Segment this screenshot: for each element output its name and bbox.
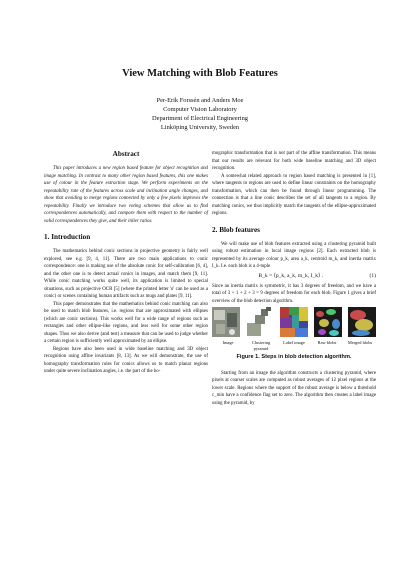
figure-1-images bbox=[212, 307, 376, 337]
equation: B_k = ⟨p_k, a_k, m_k, I_k⟩ . bbox=[258, 272, 324, 279]
blob-paragraph-2: Since an inertia matrix is symmetric, it has 3 degrees of freedom, and we have a total of 3 + 1 + 2 + 3 = 9 degrees of freedom for each blob. Figure 1 gives a brief overview of the blob detection algorithm. bbox=[212, 283, 376, 304]
figure-1-caption: Figure 1. Steps in blob detection algorithm. bbox=[236, 354, 352, 360]
equation-number: (1) bbox=[369, 272, 376, 279]
figure-1-labels bbox=[212, 340, 376, 352]
label-image-thumbnail bbox=[280, 307, 308, 337]
intro-heading: 1. Introduction bbox=[44, 233, 91, 241]
merged-blobs-thumbnail bbox=[348, 307, 376, 337]
author-dept: Department of Electrical Engineering bbox=[152, 115, 248, 122]
figure-label-clustering-pyramid: Clustering pyramid bbox=[251, 340, 271, 351]
equation-row bbox=[212, 271, 376, 283]
figure-label-raw-blobs: Raw blobs bbox=[317, 340, 337, 345]
paper-title: View Matching with Blob Features bbox=[122, 68, 278, 79]
author-univ: Linköping University, Sweden bbox=[160, 124, 240, 131]
figure-label-merged-blobs: Merged blobs bbox=[347, 340, 373, 345]
blob-paragraph-1: We will make use of blob features extracted using a clustering pyramid built using robust estimation in local image regions [2]. Each extracted blob is represented by its average colour p_k, area a_k, centroid m_k, and inertia matrix I_k. I.e. each blob is a 4-tuple bbox=[212, 241, 376, 269]
abstract-heading: Abstract bbox=[112, 150, 140, 158]
blob-paragraph-3: Starting from an image the algorithm constructs a clustering pyramid, where pixels at coarser scales are computed as robust averages of 12 pixel regions at the lower scale. Regions where the support of the robust average is below a threshold c_min have a confidence flag set to zero. The algorithm then creates a label image using the pyramid, by bbox=[212, 370, 376, 406]
author-block bbox=[0, 96, 400, 132]
author-names: Per-Erik Forssén and Anders Moe bbox=[156, 97, 244, 104]
raw-blobs-thumbnail bbox=[314, 307, 342, 337]
blob-heading: 2. Blob features bbox=[212, 225, 260, 234]
clustering-pyramid-thumbnail bbox=[246, 307, 274, 337]
intro-paragraph-3: Regions have also been used in wide baseline matching and 3D object recognition using affine invariants [8, 13]. As we will demonstrate, the use of homography transformation rules for conics allows us to match planar regions under quite severe inclination angles, i.e. the part of the ho- bbox=[44, 346, 208, 374]
figure-label-label-image: Label image bbox=[283, 340, 305, 345]
right-column bbox=[212, 150, 376, 407]
intro-paragraph-1: The mathematics behind conic sections in projective geometry is fairly well explored, see e.g. [9, 4, 11]. There are two main applications to conic correspondence: one is making use of the absolute conic for self-calibration [6, 4], and the other one is to detect actual conics in images, and match them [9, 11]. While conic matching works quite well, its application is limited to special situations, such as projective OCR [5] (where the printed letter 'o' can be used as a conic) or scenes containing human artifacts such as mugs and plates [9, 11]. bbox=[44, 249, 208, 299]
related-work-paragraph: A somewhat related approach to region based matching is presented in [1], where tangents to regions are used to define linear constraints on the homography transformation, which can then be found through linear programming. The connection is that a line conic describes the set of all tangents to a region. By matching conics, we thus implicitly match the tangents of the ellipse-approximated regions. bbox=[212, 173, 376, 216]
abstract-text: This paper introduces a new region based feature for object recognition and image matching. In contrast to many other region based features, this one makes use of colour in the feature extraction stage. We perform experiments on the repeatability rate of the features across scale and inclination angle changes, and show that avoiding to merge regions connected by only a few pixels improves the repeatability. Finally we introduce two voting schemes that allow us to find correspondences automatically, and compare them with respect to the number of valid correspondences they give, and their inlier ratios. bbox=[44, 166, 208, 224]
figure-label-image: Image bbox=[222, 340, 234, 345]
left-column bbox=[44, 150, 208, 376]
intro-paragraph-2: This paper demonstrates that the mathematics behind conic matching can also be used to match blob features, i.e. regions that are approximated with ellipses (which are conic sections). This works well for a wide range of regions such as rectangles and other ellipse-like regions, and less well for some other region shapes. Thus we also derive (and test) a measure that can be used to judge whether a certain region is sufficiently well approximated by an ellipse. bbox=[44, 301, 208, 344]
input-image-thumbnail bbox=[212, 307, 240, 337]
author-lab: Computer Vision Laboratory bbox=[163, 106, 237, 113]
intro-continued-paragraph: mographic transformation that is not part of the affine transformation. This means that our results are relevant for both wide baseline matching and 3D object recognition. bbox=[212, 151, 376, 171]
